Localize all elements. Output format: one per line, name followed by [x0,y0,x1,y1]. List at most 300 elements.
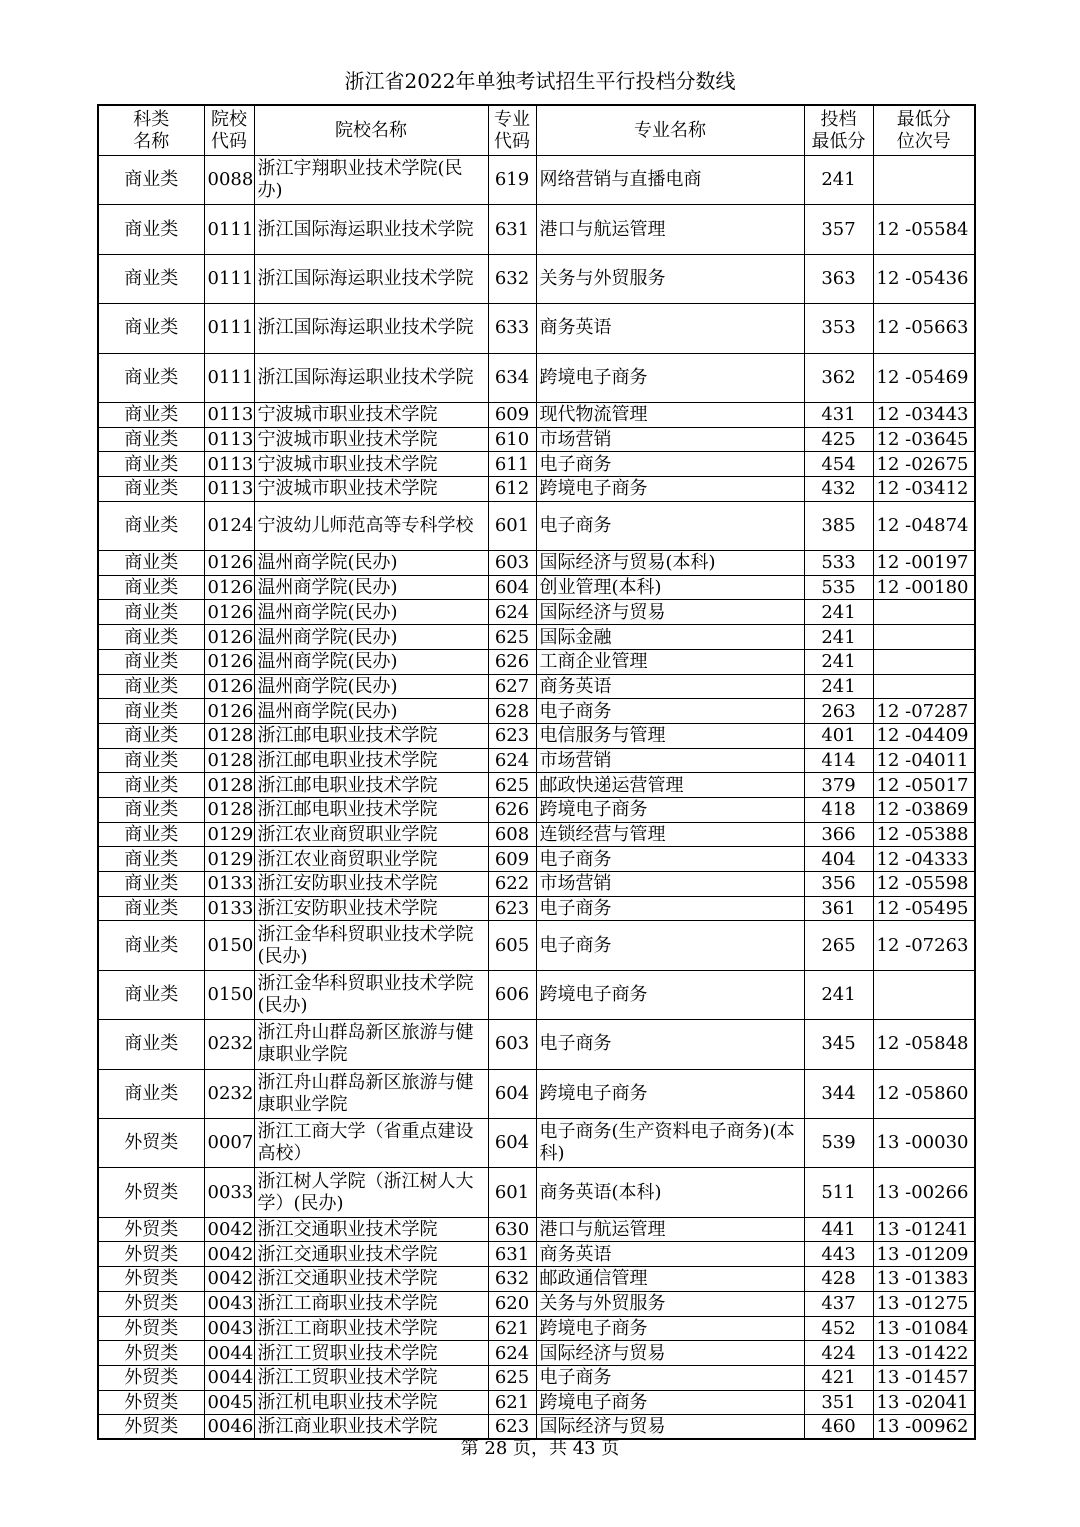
cell-category: 外贸类 [98,1118,204,1167]
cell-major-code: 634 [488,353,536,402]
cell-major-code: 619 [488,156,536,205]
cell-major-code: 632 [488,1267,536,1292]
page-title: 浙江省2022年单独考试招生平行投档分数线 [344,69,736,93]
cell-major-name: 国际经济与贸易(本科) [536,551,804,576]
header-category: 科类 名称 [98,105,204,156]
cell-min-score: 425 [804,427,873,452]
table-row [98,501,975,550]
cell-major-name: 港口与航运管理 [536,205,804,254]
cell-school-code: 0111 [204,205,254,254]
table-row [98,1267,975,1292]
cell-school-name: 温州商学院(民办) [254,625,488,650]
cell-school-code: 0113 [204,477,254,502]
cell-major-code: 633 [488,304,536,353]
table-row [98,748,975,773]
cell-min-score: 401 [804,723,873,748]
cell-school-name: 浙江舟山群岛新区旅游与健康职业学院 [254,1020,488,1069]
cell-major-name: 电子商务 [536,1365,804,1390]
cell-school-name: 浙江工商职业技术学院 [254,1316,488,1341]
cell-school-name: 温州商学院(民办) [254,649,488,674]
cell-major-name: 电子商务 [536,699,804,724]
cell-school-name: 浙江邮电职业技术学院 [254,773,488,798]
cell-school-name: 浙江安防职业技术学院 [254,896,488,921]
cell-min-rank: 13 -01209 [873,1242,975,1267]
cell-min-rank: 12 -00197 [873,551,975,576]
cell-school-name: 浙江国际海运职业技术学院 [254,254,488,303]
cell-school-name: 浙江工商大学（省重点建设高校） [254,1118,488,1167]
cell-major-name: 电子商务 [536,896,804,921]
cell-category: 外贸类 [98,1267,204,1292]
cell-category: 外贸类 [98,1217,204,1242]
cell-major-name: 网络营销与直播电商 [536,156,804,205]
cell-major-code: 611 [488,452,536,477]
cell-category: 商业类 [98,575,204,600]
table-row [98,575,975,600]
cell-min-rank: 12 -04333 [873,847,975,872]
cell-major-name: 创业管理(本科) [536,575,804,600]
cell-school-name: 浙江商业职业技术学院 [254,1415,488,1440]
cell-major-code: 628 [488,699,536,724]
cell-major-name: 电子商务 [536,921,804,970]
cell-school-name: 宁波城市职业技术学院 [254,402,488,427]
cell-school-code: 0128 [204,723,254,748]
cell-category: 商业类 [98,921,204,970]
cell-school-code: 0232 [204,1069,254,1118]
cell-major-name: 邮政快递运营管理 [536,773,804,798]
cell-major-code: 604 [488,575,536,600]
cell-major-code: 623 [488,723,536,748]
cell-category: 外贸类 [98,1415,204,1440]
cell-school-code: 0126 [204,575,254,600]
table-row [98,822,975,847]
table-row [98,1020,975,1069]
cell-min-score: 414 [804,748,873,773]
cell-school-code: 0113 [204,402,254,427]
table-header-row [98,105,975,156]
cell-school-code: 0126 [204,674,254,699]
cell-category: 商业类 [98,600,204,625]
cell-min-score: 366 [804,822,873,847]
cell-category: 商业类 [98,1069,204,1118]
cell-major-code: 625 [488,625,536,650]
cell-min-score: 362 [804,353,873,402]
cell-major-code: 623 [488,1415,536,1440]
cell-school-code: 0126 [204,699,254,724]
cell-major-name: 电信服务与管理 [536,723,804,748]
table-row [98,1316,975,1341]
cell-category: 商业类 [98,254,204,303]
cell-major-code: 621 [488,1316,536,1341]
cell-min-rank [873,156,975,205]
table-row [98,254,975,303]
cell-major-code: 627 [488,674,536,699]
cell-min-rank: 12 -03412 [873,477,975,502]
cell-major-name: 现代物流管理 [536,402,804,427]
table-row [98,649,975,674]
cell-school-name: 浙江机电职业技术学院 [254,1390,488,1415]
cell-school-code: 0044 [204,1341,254,1366]
cell-major-code: 601 [488,501,536,550]
cell-school-code: 0111 [204,353,254,402]
cell-school-code: 0113 [204,452,254,477]
cell-major-code: 624 [488,600,536,625]
cell-school-code: 0126 [204,625,254,650]
cell-school-code: 0111 [204,304,254,353]
cell-min-rank: 12 -05860 [873,1069,975,1118]
cell-school-name: 温州商学院(民办) [254,551,488,576]
cell-major-code: 604 [488,1069,536,1118]
cell-min-rank: 12 -07263 [873,921,975,970]
cell-major-code: 608 [488,822,536,847]
cell-major-name: 港口与航运管理 [536,1217,804,1242]
cell-major-name: 市场营销 [536,872,804,897]
cell-school-code: 0042 [204,1267,254,1292]
table-row [98,156,975,205]
cell-min-rank: 13 -01241 [873,1217,975,1242]
table-row [98,773,975,798]
cell-major-code: 610 [488,427,536,452]
table-row [98,1168,975,1217]
cell-school-name: 宁波城市职业技术学院 [254,477,488,502]
cell-category: 外贸类 [98,1168,204,1217]
cell-category: 商业类 [98,748,204,773]
cell-major-code: 612 [488,477,536,502]
cell-category: 商业类 [98,551,204,576]
cell-major-name: 市场营销 [536,427,804,452]
cell-school-name: 浙江金华科贸职业技术学院(民办) [254,921,488,970]
cell-category: 商业类 [98,970,204,1019]
cell-min-rank: 12 -05663 [873,304,975,353]
cell-min-rank: 12 -05436 [873,254,975,303]
cell-min-score: 241 [804,970,873,1019]
cell-category: 商业类 [98,156,204,205]
cell-school-code: 0133 [204,896,254,921]
cell-school-code: 0133 [204,872,254,897]
cell-category: 商业类 [98,649,204,674]
cell-min-score: 533 [804,551,873,576]
table-row [98,970,975,1019]
cell-school-code: 0126 [204,551,254,576]
cell-min-rank [873,649,975,674]
cell-major-code: 631 [488,1242,536,1267]
cell-min-rank: 12 -02675 [873,452,975,477]
cell-major-name: 跨境电子商务 [536,353,804,402]
cell-school-code: 0042 [204,1242,254,1267]
cell-major-code: 623 [488,896,536,921]
cell-category: 外贸类 [98,1365,204,1390]
page-footer: 第 28 页，共 43 页 [460,1438,620,1459]
cell-min-score: 363 [804,254,873,303]
cell-major-code: 603 [488,551,536,576]
cell-school-code: 0126 [204,649,254,674]
cell-school-code: 0111 [204,254,254,303]
cell-school-name: 温州商学院(民办) [254,575,488,600]
cell-major-name: 跨境电子商务 [536,1069,804,1118]
cell-major-name: 商务英语(本科) [536,1168,804,1217]
cell-min-rank: 13 -00266 [873,1168,975,1217]
cell-school-name: 浙江邮电职业技术学院 [254,723,488,748]
cell-category: 商业类 [98,797,204,822]
cell-min-score: 357 [804,205,873,254]
cell-min-score: 432 [804,477,873,502]
table-row [98,674,975,699]
cell-min-rank: 12 -00180 [873,575,975,600]
cell-min-rank: 12 -05388 [873,822,975,847]
cell-min-score: 241 [804,674,873,699]
cell-major-name: 跨境电子商务 [536,1390,804,1415]
cell-major-code: 606 [488,970,536,1019]
cell-school-name: 浙江邮电职业技术学院 [254,797,488,822]
cell-major-code: 609 [488,847,536,872]
cell-major-code: 625 [488,773,536,798]
cell-major-code: 622 [488,872,536,897]
cell-school-name: 浙江国际海运职业技术学院 [254,304,488,353]
cell-category: 商业类 [98,402,204,427]
cell-min-rank: 12 -05017 [873,773,975,798]
cell-min-rank [873,970,975,1019]
cell-school-name: 浙江交通职业技术学院 [254,1267,488,1292]
cell-min-score: 356 [804,872,873,897]
cell-major-name: 关务与外贸服务 [536,1291,804,1316]
cell-school-name: 浙江宇翔职业技术学院(民办) [254,156,488,205]
table-row [98,452,975,477]
cell-category: 商业类 [98,353,204,402]
cell-school-name: 浙江交通职业技术学院 [254,1242,488,1267]
table-row [98,1118,975,1167]
cell-min-score: 265 [804,921,873,970]
cell-min-score: 511 [804,1168,873,1217]
cell-school-code: 0088 [204,156,254,205]
cell-school-code: 0129 [204,847,254,872]
cell-school-code: 0033 [204,1168,254,1217]
cell-min-score: 241 [804,625,873,650]
cell-min-score: 418 [804,797,873,822]
header-major-code: 专业 代码 [488,105,536,156]
cell-min-rank: 12 -04409 [873,723,975,748]
table-row [98,625,975,650]
table-row [98,477,975,502]
cell-min-score: 421 [804,1365,873,1390]
cell-category: 商业类 [98,847,204,872]
cell-school-code: 0113 [204,427,254,452]
cell-category: 外贸类 [98,1242,204,1267]
cell-min-rank [873,600,975,625]
cell-min-score: 535 [804,575,873,600]
cell-school-code: 0128 [204,797,254,822]
cell-school-code: 0044 [204,1365,254,1390]
cell-min-score: 431 [804,402,873,427]
cell-min-rank: 12 -05469 [873,353,975,402]
cell-school-code: 0232 [204,1020,254,1069]
cell-category: 商业类 [98,896,204,921]
cell-min-rank: 12 -03443 [873,402,975,427]
cell-min-rank [873,674,975,699]
cell-school-code: 0126 [204,600,254,625]
cell-major-name: 跨境电子商务 [536,1316,804,1341]
cell-major-code: 626 [488,797,536,822]
cell-major-name: 连锁经营与管理 [536,822,804,847]
cell-category: 商业类 [98,427,204,452]
cell-min-rank: 12 -03645 [873,427,975,452]
cell-major-name: 邮政通信管理 [536,1267,804,1292]
cell-min-rank: 13 -00962 [873,1415,975,1440]
cell-school-name: 浙江工商职业技术学院 [254,1291,488,1316]
cell-min-score: 241 [804,649,873,674]
cell-school-name: 宁波城市职业技术学院 [254,452,488,477]
cell-min-rank: 12 -05848 [873,1020,975,1069]
cell-min-score: 351 [804,1390,873,1415]
cell-major-code: 604 [488,1118,536,1167]
cell-min-score: 404 [804,847,873,872]
table-row [98,402,975,427]
cell-min-rank: 13 -00030 [873,1118,975,1167]
cell-major-name: 电子商务 [536,847,804,872]
cell-min-score: 452 [804,1316,873,1341]
table-row [98,921,975,970]
cell-school-code: 0043 [204,1291,254,1316]
cell-school-name: 浙江树人学院（浙江树人大学）(民办) [254,1168,488,1217]
cell-min-rank: 13 -01422 [873,1341,975,1366]
cell-category: 商业类 [98,699,204,724]
cell-min-rank: 12 -04874 [873,501,975,550]
table-row [98,1390,975,1415]
table-row [98,1069,975,1118]
table-row [98,551,975,576]
cell-major-code: 632 [488,254,536,303]
cell-min-score: 361 [804,896,873,921]
cell-min-score: 428 [804,1267,873,1292]
cell-school-code: 0150 [204,970,254,1019]
cell-category: 商业类 [98,304,204,353]
cell-major-name: 电子商务 [536,1020,804,1069]
cell-min-rank: 12 -07287 [873,699,975,724]
cell-major-code: 626 [488,649,536,674]
cell-major-name: 电子商务 [536,501,804,550]
cell-school-code: 0150 [204,921,254,970]
table-row [98,1291,975,1316]
cell-major-name: 电子商务(生产资料电子商务)(本科) [536,1118,804,1167]
header-school-code: 院校 代码 [204,105,254,156]
table-row [98,1242,975,1267]
cell-school-name: 浙江国际海运职业技术学院 [254,353,488,402]
cell-min-rank: 12 -05598 [873,872,975,897]
cell-major-name: 工商企业管理 [536,649,804,674]
cell-school-name: 宁波幼儿师范高等专科学校 [254,501,488,550]
cell-school-name: 温州商学院(民办) [254,600,488,625]
cell-category: 商业类 [98,477,204,502]
cell-min-score: 441 [804,1217,873,1242]
cell-major-code: 624 [488,748,536,773]
cell-category: 商业类 [98,625,204,650]
cell-major-name: 国际经济与贸易 [536,1341,804,1366]
table-row [98,427,975,452]
cell-major-code: 609 [488,402,536,427]
cell-category: 外贸类 [98,1316,204,1341]
cell-min-score: 460 [804,1415,873,1440]
cell-major-code: 624 [488,1341,536,1366]
table-row [98,797,975,822]
cell-school-name: 浙江农业商贸职业学院 [254,847,488,872]
cell-min-score: 454 [804,452,873,477]
cell-school-code: 0128 [204,773,254,798]
table-row [98,723,975,748]
cell-major-code: 630 [488,1217,536,1242]
cell-school-name: 浙江舟山群岛新区旅游与健康职业学院 [254,1069,488,1118]
cell-school-name: 温州商学院(民办) [254,674,488,699]
cell-major-name: 国际金融 [536,625,804,650]
cell-school-name: 浙江交通职业技术学院 [254,1217,488,1242]
cell-category: 商业类 [98,773,204,798]
cell-school-code: 0042 [204,1217,254,1242]
table-row [98,1341,975,1366]
cell-major-name: 商务英语 [536,1242,804,1267]
cell-school-name: 浙江国际海运职业技术学院 [254,205,488,254]
cell-category: 商业类 [98,1020,204,1069]
table-row [98,1415,975,1440]
cell-min-score: 344 [804,1069,873,1118]
table-row [98,872,975,897]
table-row [98,304,975,353]
cell-min-score: 437 [804,1291,873,1316]
cell-major-name: 跨境电子商务 [536,797,804,822]
cell-major-name: 跨境电子商务 [536,477,804,502]
cell-school-code: 0124 [204,501,254,550]
cell-major-code: 621 [488,1390,536,1415]
cell-major-name: 国际经济与贸易 [536,1415,804,1440]
cell-school-code: 0129 [204,822,254,847]
cell-category: 商业类 [98,723,204,748]
cell-min-score: 345 [804,1020,873,1069]
cell-major-code: 620 [488,1291,536,1316]
cell-school-name: 宁波城市职业技术学院 [254,427,488,452]
cell-school-name: 浙江农业商贸职业学院 [254,822,488,847]
cell-min-rank: 12 -05584 [873,205,975,254]
table-row [98,353,975,402]
cell-category: 外贸类 [98,1390,204,1415]
cell-major-name: 国际经济与贸易 [536,600,804,625]
cell-school-name: 浙江工贸职业技术学院 [254,1341,488,1366]
header-school-name: 院校名称 [254,105,488,156]
cell-major-code: 601 [488,1168,536,1217]
cell-min-rank [873,625,975,650]
header-min-rank: 最低分 位次号 [873,105,975,156]
cell-category: 外贸类 [98,1341,204,1366]
cell-major-name: 市场营销 [536,748,804,773]
table-row [98,205,975,254]
cell-major-name: 商务英语 [536,304,804,353]
cell-major-code: 603 [488,1020,536,1069]
cell-category: 商业类 [98,674,204,699]
cell-category: 商业类 [98,205,204,254]
cell-school-name: 浙江邮电职业技术学院 [254,748,488,773]
cell-min-score: 353 [804,304,873,353]
table-row [98,847,975,872]
cell-category: 外贸类 [98,1291,204,1316]
cell-min-rank: 12 -05495 [873,896,975,921]
cell-major-name: 电子商务 [536,452,804,477]
cell-school-name: 浙江安防职业技术学院 [254,872,488,897]
cell-school-code: 0128 [204,748,254,773]
table-row [98,1217,975,1242]
cell-min-score: 241 [804,156,873,205]
cell-major-name: 跨境电子商务 [536,970,804,1019]
cell-min-score: 263 [804,699,873,724]
cell-school-name: 浙江金华科贸职业技术学院(民办) [254,970,488,1019]
cell-major-code: 625 [488,1365,536,1390]
cell-min-rank: 12 -03869 [873,797,975,822]
cell-school-name: 浙江工贸职业技术学院 [254,1365,488,1390]
cell-min-rank: 13 -01383 [873,1267,975,1292]
